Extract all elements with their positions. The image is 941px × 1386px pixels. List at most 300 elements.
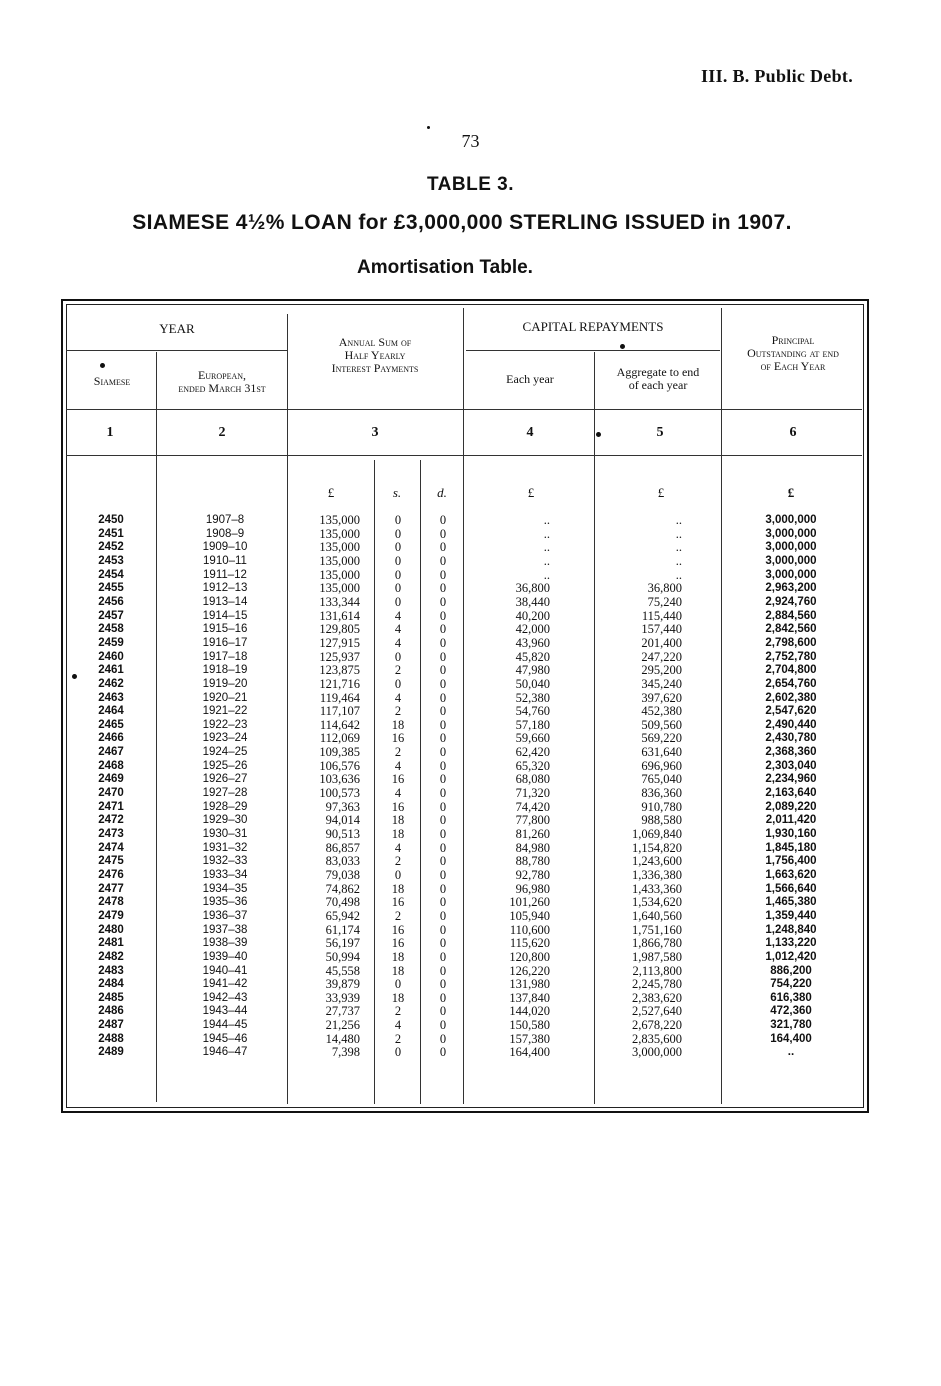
cell-european-year: 1918–19 xyxy=(202,664,248,677)
table-row xyxy=(0,1045,941,1059)
table-row xyxy=(0,895,941,909)
rule-year-group xyxy=(66,350,288,351)
cell-interest-pence: 0 xyxy=(439,990,447,1005)
cell-interest-pence: 0 xyxy=(439,908,447,923)
cell-principal-outstanding: 2,963,200 xyxy=(765,582,817,595)
cell-siamese-year: 2465 xyxy=(98,718,124,731)
cell-european-year: 1939–40 xyxy=(202,950,248,963)
cell-european-year: 1938–39 xyxy=(202,937,248,950)
cell-principal-outstanding: 1,359,440 xyxy=(765,909,817,922)
cell-repayment-each-year: 43,960 xyxy=(515,635,550,650)
table-row xyxy=(0,786,941,800)
cell-interest-shillings: 18 xyxy=(391,949,405,964)
cell-interest-pence: 0 xyxy=(439,554,447,568)
cell-principal-outstanding: 2,884,560 xyxy=(765,609,817,622)
cell-principal-outstanding: 2,368,360 xyxy=(765,746,817,758)
cell-repayment-aggregate: .. xyxy=(675,554,682,568)
cell-principal-outstanding: 2,163,640 xyxy=(765,787,817,799)
cell-siamese-year: 2485 xyxy=(98,991,124,1004)
table-row xyxy=(0,1032,941,1046)
cell-european-year: 1915–16 xyxy=(202,623,248,636)
cell-repayment-each-year: .. xyxy=(543,526,550,541)
cell-european-year: 1946–47 xyxy=(202,1046,248,1059)
table-row xyxy=(0,991,941,1005)
cell-interest-pounds: 50,994 xyxy=(325,949,360,964)
cell-european-year: 1910–11 xyxy=(203,555,247,567)
cell-repayment-aggregate: 201,400 xyxy=(641,635,682,650)
table-row xyxy=(0,554,941,568)
cell-siamese-year: 2484 xyxy=(98,978,124,991)
cell-repayment-aggregate: 696,960 xyxy=(641,758,682,773)
cell-interest-pence: 0 xyxy=(439,663,447,678)
cell-interest-pounds: 125,937 xyxy=(319,649,360,664)
cell-repayment-each-year: 50,040 xyxy=(515,676,550,691)
cell-interest-shillings: 0 xyxy=(394,540,402,555)
cell-interest-shillings: 18 xyxy=(391,813,405,828)
cell-repayment-aggregate: 295,200 xyxy=(641,663,682,678)
table-row xyxy=(0,568,941,582)
cell-repayment-each-year: 101,260 xyxy=(509,895,550,910)
cell-european-year: 1943–44 xyxy=(202,1005,248,1018)
cell-european-year: 1937–38 xyxy=(202,923,248,936)
cell-interest-pence: 0 xyxy=(439,1018,447,1032)
cell-interest-pence: 0 xyxy=(439,936,447,951)
cell-interest-shillings: 2 xyxy=(394,745,402,759)
cell-interest-pounds: 39,879 xyxy=(325,977,360,992)
cell-interest-pounds: 103,636 xyxy=(319,772,360,787)
cell-principal-outstanding: 3,000,000 xyxy=(765,568,817,581)
cell-european-year: 1914–15 xyxy=(202,609,248,622)
cell-interest-pence: 0 xyxy=(439,786,447,800)
cell-repayment-aggregate: .. xyxy=(675,526,682,541)
rule-colnum-bottom xyxy=(66,455,862,456)
cell-principal-outstanding: 2,704,800 xyxy=(765,664,817,677)
unit-pounds: £ xyxy=(327,485,335,500)
cell-principal-outstanding: 3,000,000 xyxy=(765,555,817,567)
cell-repayment-each-year: .. xyxy=(543,567,550,582)
table-row xyxy=(0,1004,941,1018)
cell-european-year: 1927–28 xyxy=(202,787,248,799)
cell-european-year: 1917–18 xyxy=(202,650,248,663)
table-row xyxy=(0,854,941,868)
cell-european-year: 1925–26 xyxy=(202,759,248,772)
cell-repayment-each-year: 88,780 xyxy=(515,854,550,869)
cell-repayment-each-year: 38,440 xyxy=(515,594,550,609)
cell-principal-outstanding: .. xyxy=(787,1046,795,1059)
cell-european-year: 1941–42 xyxy=(202,978,248,991)
header-interest-line2: Half Yearly xyxy=(344,348,406,362)
table-row xyxy=(0,827,941,841)
cell-interest-shillings: 16 xyxy=(391,731,405,746)
cell-interest-pounds: 70,498 xyxy=(325,895,360,910)
cell-interest-shillings: 4 xyxy=(394,690,402,705)
header-interest-line1: Annual Sum of xyxy=(338,335,412,349)
cell-repayment-aggregate: 988,580 xyxy=(641,813,682,828)
cell-interest-shillings: 0 xyxy=(394,567,402,582)
cell-repayment-each-year: 150,580 xyxy=(509,1018,550,1032)
cell-interest-shillings: 4 xyxy=(394,840,402,855)
cell-interest-pence: 0 xyxy=(439,758,447,773)
cell-european-year: 1916–17 xyxy=(202,636,248,649)
table-number: TABLE 3. xyxy=(426,174,515,195)
cell-repayment-each-year: 68,080 xyxy=(515,772,550,787)
cell-repayment-aggregate: 1,069,840 xyxy=(632,827,682,841)
cell-interest-pounds: 127,915 xyxy=(319,635,360,650)
cell-interest-pounds: 135,000 xyxy=(319,513,360,527)
cell-repayment-aggregate: 1,433,360 xyxy=(632,881,682,896)
table-row xyxy=(0,813,941,827)
cell-repayment-each-year: 144,020 xyxy=(509,1004,550,1019)
cell-principal-outstanding: 3,000,000 xyxy=(765,514,817,526)
cell-repayment-each-year: 115,620 xyxy=(509,936,550,951)
cell-siamese-year: 2486 xyxy=(98,1005,124,1018)
cell-interest-shillings: 18 xyxy=(391,990,405,1005)
cell-siamese-year: 2488 xyxy=(98,1032,124,1045)
cell-repayment-each-year: 62,420 xyxy=(515,745,550,759)
cell-european-year: 1934–35 xyxy=(202,882,248,895)
header-european-sub: ended March 31st xyxy=(178,381,266,395)
table-row xyxy=(0,841,941,855)
cell-european-year: 1923–24 xyxy=(202,732,248,745)
cell-principal-outstanding: 2,234,960 xyxy=(765,773,817,786)
cell-interest-pounds: 131,614 xyxy=(319,608,360,623)
cell-interest-shillings: 0 xyxy=(394,581,402,596)
cell-repayment-each-year: 71,320 xyxy=(515,786,550,800)
cell-interest-pence: 0 xyxy=(439,922,447,937)
cell-interest-shillings: 2 xyxy=(394,908,402,923)
cell-european-year: 1944–45 xyxy=(202,1019,248,1031)
unit-each-pounds: £ xyxy=(527,485,535,500)
cell-repayment-aggregate: 2,678,220 xyxy=(632,1018,682,1032)
table-row xyxy=(0,1018,941,1032)
cell-repayment-aggregate: 631,640 xyxy=(641,745,682,759)
table-row xyxy=(0,772,941,786)
column-number-2: 2 xyxy=(218,425,226,440)
cell-interest-shillings: 18 xyxy=(391,717,405,732)
table-row xyxy=(0,595,941,609)
cell-european-year: 1935–36 xyxy=(202,896,248,909)
cell-european-year: 1945–46 xyxy=(202,1032,248,1045)
cell-repayment-aggregate: 2,245,780 xyxy=(632,977,682,992)
table-row xyxy=(0,540,941,554)
cell-repayment-aggregate: 765,040 xyxy=(641,772,682,787)
cell-repayment-aggregate: 2,527,640 xyxy=(632,1004,682,1019)
cell-siamese-year: 2460 xyxy=(98,650,124,663)
cell-european-year: 1911–12 xyxy=(203,568,247,581)
cell-siamese-year: 2489 xyxy=(98,1046,124,1059)
cell-siamese-year: 2463 xyxy=(98,691,124,704)
cell-interest-shillings: 0 xyxy=(394,676,402,691)
table-row xyxy=(0,622,941,636)
cell-repayment-aggregate: .. xyxy=(675,540,682,555)
cell-european-year: 1933–34 xyxy=(202,868,248,881)
cell-interest-pounds: 74,862 xyxy=(325,881,360,896)
cell-siamese-year: 2450 xyxy=(98,514,124,526)
unit-outstanding-pounds: £ xyxy=(787,485,795,500)
cell-siamese-year: 2461 xyxy=(98,664,124,677)
column-number-6: 6 xyxy=(789,425,797,440)
table-row xyxy=(0,636,941,650)
cell-interest-shillings: 2 xyxy=(394,704,402,719)
print-speck xyxy=(620,344,625,349)
cell-interest-pounds: 135,000 xyxy=(319,581,360,596)
cell-european-year: 1926–27 xyxy=(202,773,248,786)
cell-interest-shillings: 0 xyxy=(394,554,402,568)
column-number-5: 5 xyxy=(656,425,664,440)
print-speck xyxy=(596,432,601,437)
cell-principal-outstanding: 321,780 xyxy=(770,1019,812,1031)
cell-interest-shillings: 4 xyxy=(394,1018,402,1032)
table-subtitle: Amortisation Table. xyxy=(357,257,533,278)
cell-interest-pounds: 114,642 xyxy=(319,717,360,732)
cell-interest-pounds: 79,038 xyxy=(325,867,360,882)
cell-interest-pence: 0 xyxy=(439,745,447,759)
cell-repayment-aggregate: 1,640,560 xyxy=(632,908,682,923)
cell-interest-pence: 0 xyxy=(439,594,447,609)
cell-interest-pence: 0 xyxy=(439,799,447,814)
table-title: SIAMESE 4½% LOAN for £3,000,000 STERLING ISSUED in 1907. xyxy=(132,211,792,234)
column-number-4: 4 xyxy=(526,425,534,440)
cell-interest-shillings: 2 xyxy=(394,1031,402,1046)
cell-repayment-each-year: 137,840 xyxy=(509,990,550,1005)
cell-interest-pounds: 33,939 xyxy=(325,990,360,1005)
cell-interest-pounds: 14,480 xyxy=(325,1031,360,1046)
cell-principal-outstanding: 1,756,400 xyxy=(765,855,817,868)
cell-interest-pence: 0 xyxy=(439,840,447,855)
cell-principal-outstanding: 1,566,640 xyxy=(765,882,817,895)
cell-interest-pence: 0 xyxy=(439,1031,447,1046)
cell-siamese-year: 2483 xyxy=(98,964,124,977)
cell-siamese-year: 2468 xyxy=(98,759,124,772)
table-row xyxy=(0,663,941,677)
page-number: 73 xyxy=(461,131,480,151)
cell-interest-shillings: 18 xyxy=(391,963,405,978)
cell-european-year: 1930–31 xyxy=(202,828,248,840)
cell-european-year: 1932–33 xyxy=(202,855,248,868)
table-row xyxy=(0,868,941,882)
cell-principal-outstanding: 2,798,600 xyxy=(765,636,817,649)
cell-interest-pounds: 135,000 xyxy=(319,526,360,541)
cell-principal-outstanding: 1,133,220 xyxy=(765,937,817,950)
cell-siamese-year: 2474 xyxy=(98,841,124,854)
cell-interest-pounds: 106,576 xyxy=(319,758,360,773)
cell-interest-pounds: 129,805 xyxy=(319,622,360,637)
cell-interest-shillings: 0 xyxy=(394,649,402,664)
cell-interest-pence: 0 xyxy=(439,854,447,869)
cell-repayment-aggregate: 1,987,580 xyxy=(632,949,682,964)
cell-repayment-each-year: .. xyxy=(543,554,550,568)
cell-siamese-year: 2487 xyxy=(98,1019,124,1031)
cell-interest-shillings: 2 xyxy=(394,663,402,678)
print-speck xyxy=(427,126,430,129)
cell-interest-pounds: 97,363 xyxy=(325,799,360,814)
cell-repayment-aggregate: 2,835,600 xyxy=(632,1031,682,1046)
cell-repayment-aggregate: 569,220 xyxy=(641,731,682,746)
cell-interest-pounds: 112,069 xyxy=(319,731,360,746)
cell-interest-pounds: 83,033 xyxy=(325,854,360,869)
cell-interest-pounds: 90,513 xyxy=(325,827,360,841)
cell-interest-pence: 0 xyxy=(439,581,447,596)
header-principal-line3: of Each Year xyxy=(760,359,826,373)
header-capital-group: CAPITAL REPAYMENTS xyxy=(522,319,664,334)
cell-repayment-aggregate: 157,440 xyxy=(641,622,682,637)
table-row xyxy=(0,718,941,732)
table-row xyxy=(0,609,941,623)
cell-interest-shillings: 4 xyxy=(394,786,402,800)
cell-interest-pounds: 135,000 xyxy=(319,567,360,582)
table-row xyxy=(0,977,941,991)
table-row xyxy=(0,691,941,705)
cell-repayment-each-year: 96,980 xyxy=(515,881,550,896)
unit-shillings: s. xyxy=(392,485,402,500)
cell-european-year: 1908–9 xyxy=(205,527,245,540)
table-row xyxy=(0,882,941,896)
header-principal-line1: Principal xyxy=(771,333,815,347)
cell-siamese-year: 2476 xyxy=(98,868,124,881)
cell-principal-outstanding: 2,547,620 xyxy=(765,705,817,718)
cell-interest-shillings: 0 xyxy=(394,594,402,609)
cell-interest-shillings: 16 xyxy=(391,799,405,814)
cell-repayment-each-year: 59,660 xyxy=(515,731,550,746)
cell-interest-pence: 0 xyxy=(439,772,447,787)
cell-interest-pounds: 94,014 xyxy=(325,813,360,828)
cell-repayment-each-year: 77,800 xyxy=(515,813,550,828)
cell-interest-pence: 0 xyxy=(439,881,447,896)
cell-repayment-aggregate: .. xyxy=(675,567,682,582)
cell-repayment-each-year: 92,780 xyxy=(515,867,550,882)
cell-principal-outstanding: 1,248,840 xyxy=(765,923,817,936)
cell-siamese-year: 2481 xyxy=(98,937,124,950)
cell-repayment-aggregate: 1,336,380 xyxy=(632,867,682,882)
cell-interest-pence: 0 xyxy=(439,963,447,978)
cell-european-year: 1931–32 xyxy=(202,841,248,854)
cell-siamese-year: 2477 xyxy=(98,882,124,895)
cell-repayment-aggregate: 910,780 xyxy=(641,799,682,814)
cell-siamese-year: 2472 xyxy=(98,814,124,827)
cell-siamese-year: 2453 xyxy=(98,555,124,567)
cell-repayment-each-year: .. xyxy=(543,540,550,555)
cell-siamese-year: 2470 xyxy=(98,787,124,799)
cell-repayment-each-year: 74,420 xyxy=(515,799,550,814)
cell-siamese-year: 2455 xyxy=(98,582,124,595)
cell-siamese-year: 2467 xyxy=(98,746,124,758)
cell-interest-pounds: 65,942 xyxy=(325,908,360,923)
table-row xyxy=(0,581,941,595)
cell-interest-pence: 0 xyxy=(439,895,447,910)
cell-interest-pounds: 117,107 xyxy=(319,704,360,719)
cell-repayment-aggregate: 345,240 xyxy=(641,676,682,691)
cell-interest-pence: 0 xyxy=(439,867,447,882)
cell-european-year: 1912–13 xyxy=(202,582,248,595)
cell-interest-shillings: 0 xyxy=(394,977,402,992)
cell-european-year: 1907–8 xyxy=(205,514,245,526)
cell-repayment-each-year: 110,600 xyxy=(509,922,550,937)
cell-interest-pounds: 45,558 xyxy=(325,963,360,978)
table-row xyxy=(0,950,941,964)
cell-repayment-each-year: 42,000 xyxy=(515,622,550,637)
table-row xyxy=(0,800,941,814)
table-row xyxy=(0,964,941,978)
cell-principal-outstanding: 3,000,000 xyxy=(765,541,817,554)
table-row xyxy=(0,745,941,759)
cell-interest-pence: 0 xyxy=(439,676,447,691)
cell-principal-outstanding: 3,000,000 xyxy=(765,527,817,540)
header-year-group: YEAR xyxy=(159,321,195,336)
column-number-1: 1 xyxy=(106,425,114,440)
cell-principal-outstanding: 2,011,420 xyxy=(765,814,817,827)
cell-european-year: 1913–14 xyxy=(202,595,248,608)
cell-interest-shillings: 2 xyxy=(394,854,402,869)
cell-repayment-each-year: 84,980 xyxy=(515,840,550,855)
cell-interest-shillings: 18 xyxy=(391,827,405,841)
table-row xyxy=(0,909,941,923)
cell-siamese-year: 2459 xyxy=(98,636,124,649)
cell-european-year: 1919–20 xyxy=(202,677,248,690)
cell-interest-pounds: 100,573 xyxy=(319,786,360,800)
cell-interest-shillings: 0 xyxy=(394,867,402,882)
cell-siamese-year: 2458 xyxy=(98,623,124,636)
cell-principal-outstanding: 1,465,380 xyxy=(765,896,817,909)
cell-repayment-each-year: 81,260 xyxy=(515,827,550,841)
cell-interest-pounds: 27,737 xyxy=(325,1004,360,1019)
cell-siamese-year: 2464 xyxy=(98,705,124,718)
cell-european-year: 1942–43 xyxy=(202,991,248,1004)
cell-interest-pounds: 21,256 xyxy=(325,1018,360,1032)
cell-repayment-each-year: 52,380 xyxy=(515,690,550,705)
cell-principal-outstanding: 1,012,420 xyxy=(765,950,817,963)
cell-repayment-aggregate: 509,560 xyxy=(641,717,682,732)
cell-interest-pounds: 123,875 xyxy=(319,663,360,678)
cell-interest-shillings: 0 xyxy=(394,526,402,541)
cell-interest-pence: 0 xyxy=(439,731,447,746)
cell-interest-pence: 0 xyxy=(439,649,447,664)
cell-european-year: 1924–25 xyxy=(202,746,248,758)
cell-repayment-aggregate: 1,243,600 xyxy=(632,854,682,869)
cell-repayment-each-year: 57,180 xyxy=(515,717,550,732)
cell-interest-shillings: 0 xyxy=(394,1045,402,1060)
cell-repayment-aggregate: 2,383,620 xyxy=(632,990,682,1005)
cell-interest-shillings: 18 xyxy=(391,881,405,896)
unit-pence: d. xyxy=(437,485,447,500)
table-row xyxy=(0,731,941,745)
cell-interest-pence: 0 xyxy=(439,540,447,555)
cell-european-year: 1922–23 xyxy=(202,718,248,731)
cell-siamese-year: 2462 xyxy=(98,677,124,690)
cell-repayment-each-year: 157,380 xyxy=(509,1031,550,1046)
cell-interest-pounds: 86,857 xyxy=(325,840,360,855)
cell-principal-outstanding: 472,360 xyxy=(770,1005,812,1018)
cell-repayment-each-year: 47,980 xyxy=(515,663,550,678)
header-each-year: Each year xyxy=(506,372,554,386)
table-row xyxy=(0,936,941,950)
cell-interest-shillings: 16 xyxy=(391,936,405,951)
cell-repayment-aggregate: 452,380 xyxy=(641,704,682,719)
cell-european-year: 1920–21 xyxy=(202,691,248,704)
cell-interest-pence: 0 xyxy=(439,827,447,841)
cell-interest-pounds: 135,000 xyxy=(319,554,360,568)
cell-principal-outstanding: 616,380 xyxy=(770,991,812,1004)
cell-siamese-year: 2469 xyxy=(98,773,124,786)
cell-interest-shillings: 16 xyxy=(391,772,405,787)
cell-interest-pounds: 119,464 xyxy=(319,690,360,705)
cell-repayment-aggregate: 1,866,780 xyxy=(632,936,682,951)
table-row xyxy=(0,704,941,718)
cell-principal-outstanding: 2,752,780 xyxy=(765,650,817,663)
cell-interest-pounds: 56,197 xyxy=(325,936,360,951)
cell-principal-outstanding: 1,930,160 xyxy=(765,828,817,840)
header-european: European, xyxy=(197,368,247,382)
cell-european-year: 1909–10 xyxy=(202,541,248,554)
